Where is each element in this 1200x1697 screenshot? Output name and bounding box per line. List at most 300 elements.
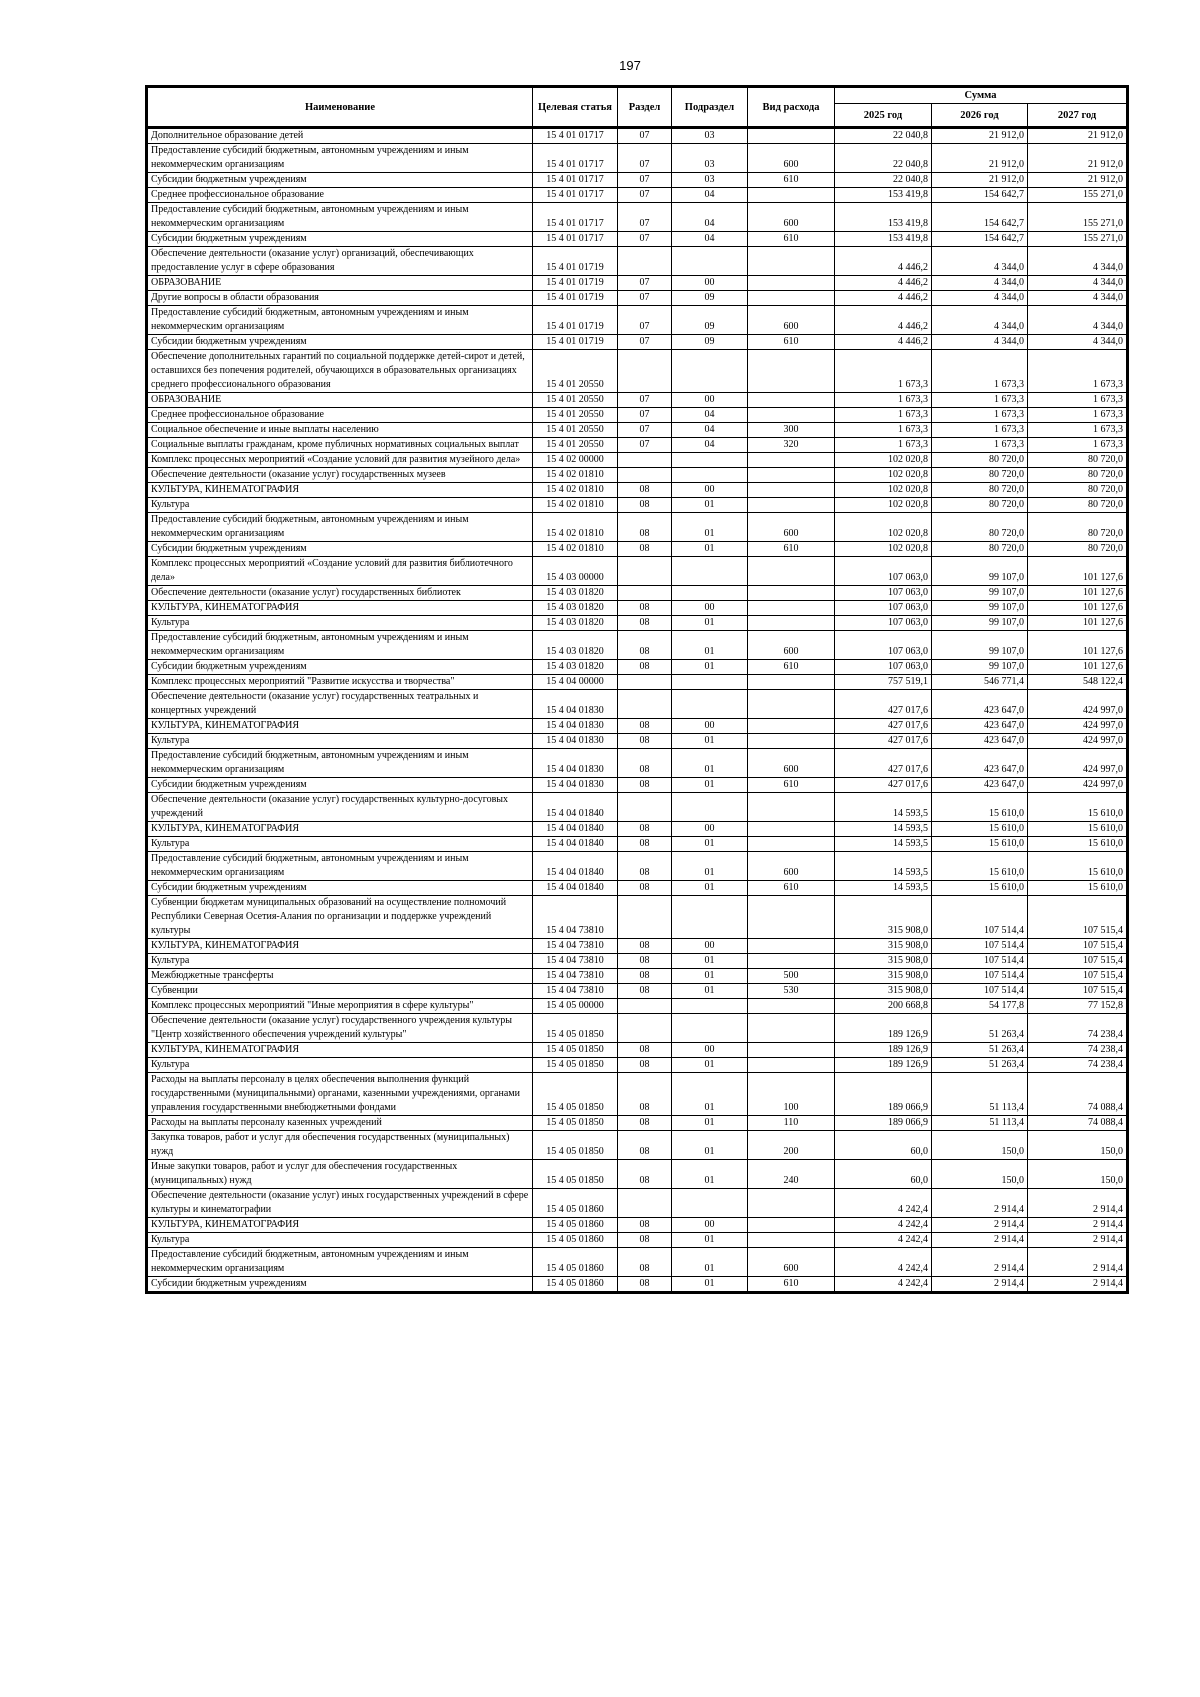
row-sum-2026: 4 344,0 [932,306,1028,335]
row-target: 15 4 04 73810 [533,984,618,999]
row-name: Иные закупки товаров, работ и услуг для обеспечения государственных (муниципальных) нужд [147,1160,533,1189]
row-expense-type [748,557,835,586]
row-section [618,896,672,939]
row-sum-2027: 424 997,0 [1028,734,1128,749]
row-target: 15 4 05 01860 [533,1233,618,1248]
row-sum-2027: 80 720,0 [1028,513,1128,542]
table-row [147,247,1128,276]
row-section [618,247,672,276]
row-target: 15 4 02 01810 [533,542,618,557]
table-row [147,1058,1128,1073]
row-sum-2026: 99 107,0 [932,616,1028,631]
row-sum-2027: 424 997,0 [1028,719,1128,734]
row-name: Культура [147,734,533,749]
row-name: Дополнительное образование детей [147,128,533,144]
row-name: Расходы на выплаты персоналу в целях обеспечения выполнения функций государственными (муниципальными) органами, казенными учреждениями, органами управления государственными внебюджетными фондами [147,1073,533,1116]
row-subsection [672,999,748,1014]
row-subsection: 00 [672,822,748,837]
row-section: 07 [618,335,672,350]
row-expense-type [748,616,835,631]
table-row [147,896,1128,939]
row-subsection [672,468,748,483]
row-target: 15 4 01 01719 [533,335,618,350]
row-name: Другие вопросы в области образования [147,291,533,306]
row-target: 15 4 03 00000 [533,557,618,586]
table-row [147,1218,1128,1233]
row-sum-2025: 4 242,4 [835,1248,932,1277]
row-sum-2025: 22 040,8 [835,128,932,144]
row-subsection [672,453,748,468]
row-name: Обеспечение деятельности (оказание услуг) организаций, обеспечивающих предоставление услуг в сфере образования [147,247,533,276]
row-subsection: 03 [672,173,748,188]
row-sum-2025: 153 419,8 [835,203,932,232]
row-sum-2026: 107 514,4 [932,939,1028,954]
row-subsection [672,675,748,690]
row-target: 15 4 02 01810 [533,468,618,483]
row-target: 15 4 01 20550 [533,393,618,408]
row-sum-2026: 2 914,4 [932,1233,1028,1248]
row-sum-2025: 4 446,2 [835,291,932,306]
row-section [618,1189,672,1218]
row-name: Субсидии бюджетным учреждениям [147,881,533,896]
table-row [147,954,1128,969]
row-section: 08 [618,498,672,513]
row-expense-type [748,468,835,483]
row-sum-2026: 99 107,0 [932,631,1028,660]
table-row [147,749,1128,778]
row-sum-2026: 21 912,0 [932,173,1028,188]
row-sum-2025: 60,0 [835,1131,932,1160]
table-row [147,335,1128,350]
row-subsection: 01 [672,616,748,631]
row-sum-2027: 424 997,0 [1028,690,1128,719]
table-row [147,128,1128,144]
row-sum-2027: 4 344,0 [1028,276,1128,291]
row-name: Культура [147,1058,533,1073]
row-name: Культура [147,837,533,852]
row-sum-2027: 2 914,4 [1028,1189,1128,1218]
row-expense-type: 110 [748,1116,835,1131]
row-section: 08 [618,1233,672,1248]
row-subsection: 00 [672,1218,748,1233]
header-target: Целевая статья [533,87,618,128]
row-target: 15 4 02 00000 [533,453,618,468]
row-expense-type [748,1058,835,1073]
row-expense-type: 300 [748,423,835,438]
table-row [147,408,1128,423]
row-sum-2026: 2 914,4 [932,1218,1028,1233]
row-sum-2027: 2 914,4 [1028,1277,1128,1293]
row-target: 15 4 03 01820 [533,660,618,675]
table-row [147,276,1128,291]
row-section [618,675,672,690]
row-section [618,350,672,393]
row-target: 15 4 04 73810 [533,896,618,939]
row-sum-2026: 99 107,0 [932,586,1028,601]
row-target: 15 4 01 01717 [533,188,618,203]
row-sum-2025: 102 020,8 [835,498,932,513]
row-sum-2025: 107 063,0 [835,616,932,631]
row-sum-2025: 189 066,9 [835,1073,932,1116]
row-sum-2027: 107 515,4 [1028,939,1128,954]
row-sum-2025: 427 017,6 [835,778,932,793]
row-name: Обеспечение деятельности (оказание услуг) государственных библиотек [147,586,533,601]
row-sum-2026: 4 344,0 [932,291,1028,306]
row-sum-2025: 757 519,1 [835,675,932,690]
row-expense-type: 600 [748,144,835,173]
table-row [147,881,1128,896]
row-subsection: 09 [672,335,748,350]
row-section [618,468,672,483]
row-subsection: 01 [672,542,748,557]
row-section: 08 [618,601,672,616]
row-sum-2027: 4 344,0 [1028,335,1128,350]
row-expense-type [748,690,835,719]
row-section: 08 [618,984,672,999]
row-subsection: 09 [672,306,748,335]
row-sum-2025: 4 446,2 [835,335,932,350]
row-section: 08 [618,1058,672,1073]
row-sum-2025: 4 446,2 [835,276,932,291]
row-subsection: 01 [672,984,748,999]
row-name: Культура [147,616,533,631]
row-sum-2025: 427 017,6 [835,734,932,749]
row-section: 08 [618,734,672,749]
row-target: 15 4 01 20550 [533,438,618,453]
table-row [147,423,1128,438]
row-name: Комплекс процессных мероприятий "Развитие искусства и творчества" [147,675,533,690]
row-target: 15 4 04 01830 [533,778,618,793]
row-sum-2026: 107 514,4 [932,954,1028,969]
row-sum-2026: 546 771,4 [932,675,1028,690]
row-sum-2025: 315 908,0 [835,954,932,969]
row-sum-2026: 1 673,3 [932,393,1028,408]
row-sum-2026: 51 263,4 [932,1043,1028,1058]
row-expense-type: 610 [748,1277,835,1293]
row-subsection: 03 [672,128,748,144]
row-section: 08 [618,1073,672,1116]
row-expense-type: 610 [748,778,835,793]
row-subsection: 01 [672,969,748,984]
row-subsection [672,793,748,822]
row-name: ОБРАЗОВАНИЕ [147,276,533,291]
row-sum-2027: 107 515,4 [1028,896,1128,939]
row-sum-2025: 102 020,8 [835,468,932,483]
row-section: 08 [618,542,672,557]
row-sum-2026: 80 720,0 [932,513,1028,542]
row-expense-type: 500 [748,969,835,984]
row-section: 08 [618,822,672,837]
table-row [147,144,1128,173]
row-target: 15 4 01 01717 [533,232,618,247]
row-sum-2025: 427 017,6 [835,690,932,719]
header-expense-type: Вид расхода [748,87,835,128]
header-section: Раздел [618,87,672,128]
table-row [147,188,1128,203]
row-expense-type [748,896,835,939]
row-sum-2027: 101 127,6 [1028,660,1128,675]
row-sum-2025: 1 673,3 [835,393,932,408]
row-subsection: 01 [672,498,748,513]
row-sum-2026: 423 647,0 [932,749,1028,778]
row-name: Предоставление субсидий бюджетным, автономным учреждениям и иным некоммерческим организациям [147,852,533,881]
table-row [147,690,1128,719]
page-number: 197 [619,58,641,73]
row-target: 15 4 05 01850 [533,1058,618,1073]
row-target: 15 4 01 01719 [533,247,618,276]
row-sum-2027: 15 610,0 [1028,793,1128,822]
row-expense-type: 610 [748,542,835,557]
row-sum-2026: 51 113,4 [932,1073,1028,1116]
row-target: 15 4 05 01850 [533,1131,618,1160]
row-sum-2026: 54 177,8 [932,999,1028,1014]
row-name: Субсидии бюджетным учреждениям [147,660,533,675]
row-target: 15 4 01 20550 [533,350,618,393]
row-expense-type [748,1218,835,1233]
table-row [147,631,1128,660]
row-subsection: 01 [672,1131,748,1160]
row-sum-2027: 155 271,0 [1028,232,1128,247]
row-sum-2025: 22 040,8 [835,144,932,173]
row-sum-2025: 22 040,8 [835,173,932,188]
row-subsection: 04 [672,203,748,232]
row-section: 08 [618,954,672,969]
row-expense-type: 530 [748,984,835,999]
row-target: 15 4 01 01717 [533,128,618,144]
row-sum-2026: 4 344,0 [932,247,1028,276]
row-expense-type [748,719,835,734]
row-name: Предоставление субсидий бюджетным, автономным учреждениям и иным некоммерческим организациям [147,306,533,335]
row-target: 15 4 01 20550 [533,423,618,438]
row-subsection: 00 [672,1043,748,1058]
row-name: Предоставление субсидий бюджетным, автономным учреждениям и иным некоммерческим организациям [147,513,533,542]
table-row [147,542,1128,557]
row-target: 15 4 01 01719 [533,276,618,291]
row-sum-2027: 80 720,0 [1028,498,1128,513]
row-sum-2027: 155 271,0 [1028,188,1128,203]
row-sum-2025: 14 593,5 [835,793,932,822]
header-2025: 2025 год [835,104,932,128]
row-sum-2026: 2 914,4 [932,1248,1028,1277]
row-expense-type [748,1043,835,1058]
row-section [618,999,672,1014]
row-sum-2026: 150,0 [932,1160,1028,1189]
table-row [147,1160,1128,1189]
row-sum-2025: 1 673,3 [835,438,932,453]
table-row [147,1073,1128,1116]
row-sum-2027: 155 271,0 [1028,203,1128,232]
row-target: 15 4 02 01810 [533,483,618,498]
row-sum-2026: 99 107,0 [932,660,1028,675]
row-expense-type [748,1189,835,1218]
row-subsection: 01 [672,1248,748,1277]
row-sum-2026: 4 344,0 [932,335,1028,350]
row-subsection: 00 [672,719,748,734]
row-sum-2025: 4 242,4 [835,1233,932,1248]
row-section: 08 [618,616,672,631]
row-section: 08 [618,1248,672,1277]
row-subsection: 01 [672,852,748,881]
row-sum-2027: 80 720,0 [1028,468,1128,483]
row-section [618,690,672,719]
row-sum-2025: 107 063,0 [835,586,932,601]
row-sum-2027: 107 515,4 [1028,954,1128,969]
row-sum-2027: 150,0 [1028,1131,1128,1160]
row-sum-2025: 14 593,5 [835,852,932,881]
row-section: 07 [618,203,672,232]
row-section: 08 [618,837,672,852]
table-row [147,616,1128,631]
row-sum-2027: 1 673,3 [1028,393,1128,408]
row-target: 15 4 04 73810 [533,939,618,954]
row-subsection: 01 [672,954,748,969]
row-expense-type [748,453,835,468]
row-expense-type: 600 [748,1248,835,1277]
row-sum-2027: 15 610,0 [1028,881,1128,896]
row-name: ОБРАЗОВАНИЕ [147,393,533,408]
row-sum-2026: 80 720,0 [932,542,1028,557]
row-expense-type [748,350,835,393]
row-subsection: 03 [672,144,748,173]
row-subsection: 01 [672,1277,748,1293]
row-name: Предоставление субсидий бюджетным, автономным учреждениям и иным некоммерческим организациям [147,749,533,778]
row-sum-2027: 15 610,0 [1028,822,1128,837]
row-name: Предоставление субсидий бюджетным, автономным учреждениям и иным некоммерческим организациям [147,1248,533,1277]
row-sum-2025: 189 126,9 [835,1058,932,1073]
row-name: Обеспечение дополнительных гарантий по социальной поддержке детей-сирот и детей, оставшихся без попечения родителей, обучающихся в образовательных организациях среднего профессионального образования [147,350,533,393]
row-name: Предоставление субсидий бюджетным, автономным учреждениям и иным некоммерческим организациям [147,203,533,232]
row-target: 15 4 04 01830 [533,749,618,778]
row-name: КУЛЬТУРА, КИНЕМАТОГРАФИЯ [147,1043,533,1058]
row-subsection: 01 [672,734,748,749]
row-target: 15 4 04 01840 [533,837,618,852]
row-sum-2027: 1 673,3 [1028,350,1128,393]
row-section: 07 [618,144,672,173]
row-name: Субсидии бюджетным учреждениям [147,173,533,188]
row-sum-2027: 80 720,0 [1028,542,1128,557]
row-sum-2027: 80 720,0 [1028,483,1128,498]
row-name: Межбюджетные трансферты [147,969,533,984]
table-row [147,852,1128,881]
row-sum-2026: 15 610,0 [932,881,1028,896]
row-sum-2025: 153 419,8 [835,232,932,247]
row-section: 07 [618,188,672,203]
table-row [147,939,1128,954]
row-target: 15 4 04 73810 [533,954,618,969]
row-section [618,1014,672,1043]
row-target: 15 4 01 01717 [533,203,618,232]
row-sum-2025: 14 593,5 [835,822,932,837]
row-name: Обеспечение деятельности (оказание услуг) государственных культурно-досуговых учреждений [147,793,533,822]
row-expense-type [748,601,835,616]
row-expense-type: 610 [748,881,835,896]
row-subsection [672,247,748,276]
row-sum-2027: 548 122,4 [1028,675,1128,690]
row-subsection: 01 [672,1058,748,1073]
row-expense-type [748,483,835,498]
row-target: 15 4 05 00000 [533,999,618,1014]
header-sum: Сумма [835,87,1128,104]
row-sum-2025: 60,0 [835,1160,932,1189]
row-subsection: 01 [672,1233,748,1248]
row-section: 08 [618,1116,672,1131]
table-row [147,1131,1128,1160]
row-name: Среднее профессиональное образование [147,408,533,423]
row-sum-2027: 101 127,6 [1028,601,1128,616]
row-section: 08 [618,778,672,793]
table-row [147,468,1128,483]
row-expense-type: 240 [748,1160,835,1189]
row-subsection: 04 [672,188,748,203]
row-subsection: 01 [672,1116,748,1131]
row-sum-2025: 153 419,8 [835,188,932,203]
row-sum-2027: 101 127,6 [1028,631,1128,660]
row-name: Социальные выплаты гражданам, кроме публичных нормативных социальных выплат [147,438,533,453]
budget-table [145,85,1129,1294]
row-sum-2026: 1 673,3 [932,350,1028,393]
row-sum-2026: 80 720,0 [932,468,1028,483]
row-expense-type [748,586,835,601]
row-sum-2026: 107 514,4 [932,984,1028,999]
table-row [147,557,1128,586]
row-name: Обеспечение деятельности (оказание услуг) государственных театральных и концертных учреждений [147,690,533,719]
row-expense-type [748,498,835,513]
row-name: Субвенции [147,984,533,999]
row-sum-2027: 107 515,4 [1028,969,1128,984]
row-subsection: 04 [672,232,748,247]
row-name: Культура [147,954,533,969]
row-section [618,557,672,586]
row-sum-2026: 51 263,4 [932,1058,1028,1073]
table-row [147,513,1128,542]
row-expense-type: 600 [748,631,835,660]
row-sum-2026: 423 647,0 [932,778,1028,793]
row-subsection [672,557,748,586]
row-sum-2027: 424 997,0 [1028,778,1128,793]
row-name: Субсидии бюджетным учреждениям [147,335,533,350]
row-target: 15 4 03 01820 [533,631,618,660]
row-sum-2025: 4 242,4 [835,1277,932,1293]
row-sum-2027: 15 610,0 [1028,837,1128,852]
row-target: 15 4 05 01850 [533,1160,618,1189]
row-section: 07 [618,291,672,306]
row-sum-2026: 15 610,0 [932,837,1028,852]
row-name: Культура [147,1233,533,1248]
row-sum-2025: 102 020,8 [835,483,932,498]
row-subsection: 00 [672,393,748,408]
row-name: Предоставление субсидий бюджетным, автономным учреждениям и иным некоммерческим организациям [147,144,533,173]
row-sum-2025: 315 908,0 [835,939,932,954]
row-target: 15 4 04 01830 [533,719,618,734]
row-section: 08 [618,1218,672,1233]
row-sum-2026: 1 673,3 [932,438,1028,453]
row-sum-2026: 15 610,0 [932,793,1028,822]
table-row [147,660,1128,675]
row-sum-2026: 1 673,3 [932,408,1028,423]
table-row [147,601,1128,616]
row-expense-type: 610 [748,173,835,188]
row-section: 07 [618,306,672,335]
table-row [147,984,1128,999]
table-row [147,1043,1128,1058]
row-sum-2027: 74 238,4 [1028,1014,1128,1043]
table-row [147,1277,1128,1293]
row-expense-type [748,291,835,306]
row-sum-2027: 150,0 [1028,1160,1128,1189]
row-name: Субсидии бюджетным учреждениям [147,1277,533,1293]
row-sum-2027: 4 344,0 [1028,291,1128,306]
row-target: 15 4 04 01840 [533,793,618,822]
